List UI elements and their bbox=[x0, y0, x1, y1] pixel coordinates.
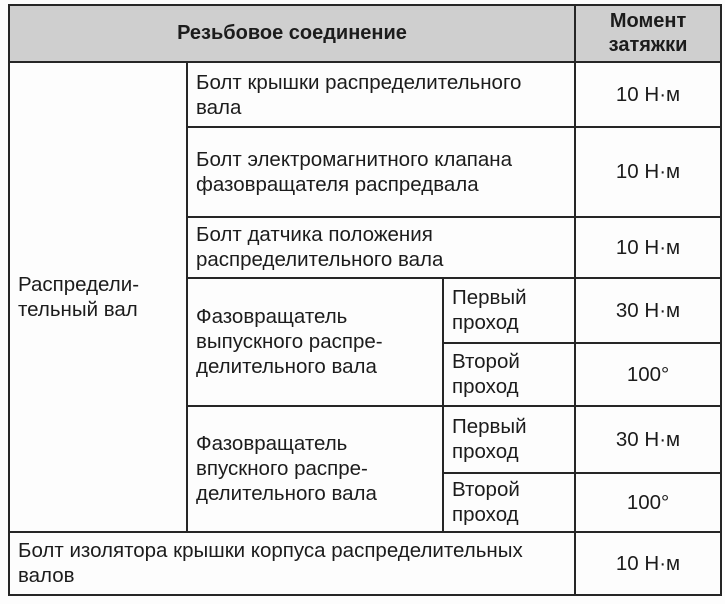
pass-label: Первый проход bbox=[443, 406, 575, 473]
pass-label: Второй проход bbox=[443, 343, 575, 406]
phaser-intake-label: Фазовращатель впускного распре-делительного вала bbox=[187, 406, 443, 532]
table-row bbox=[9, 532, 721, 595]
row-item: Болт изолятора крышки корпуса распределительных валов bbox=[9, 532, 575, 595]
group-label-camshaft: Распредели-тельный вал bbox=[9, 62, 187, 532]
row-item: Болт электромагнитного клапана фазовращателя распредвала bbox=[187, 127, 575, 217]
torque-table bbox=[8, 4, 722, 596]
pass-label: Первый проход bbox=[443, 278, 575, 343]
table-row bbox=[9, 62, 721, 127]
pass-value: 100° bbox=[575, 343, 721, 406]
pass-value: 30 Н·м bbox=[575, 406, 721, 473]
row-item: Болт датчика положения распределительного вала bbox=[187, 217, 575, 278]
pass-value: 100° bbox=[575, 473, 721, 532]
pass-value: 30 Н·м bbox=[575, 278, 721, 343]
phaser-exhaust-label: Фазовращатель выпускного распре-делительного вала bbox=[187, 278, 443, 406]
header-torque: Момент затяжки bbox=[575, 5, 721, 62]
row-value: 10 Н·м bbox=[575, 532, 721, 595]
header-connection: Резьбовое соединение bbox=[9, 5, 575, 62]
row-value: 10 Н·м bbox=[575, 127, 721, 217]
row-value: 10 Н·м bbox=[575, 62, 721, 127]
row-item: Болт крышки распределительного вала bbox=[187, 62, 575, 127]
table-header-row bbox=[9, 5, 721, 62]
pass-label: Второй проход bbox=[443, 473, 575, 532]
row-value: 10 Н·м bbox=[575, 217, 721, 278]
